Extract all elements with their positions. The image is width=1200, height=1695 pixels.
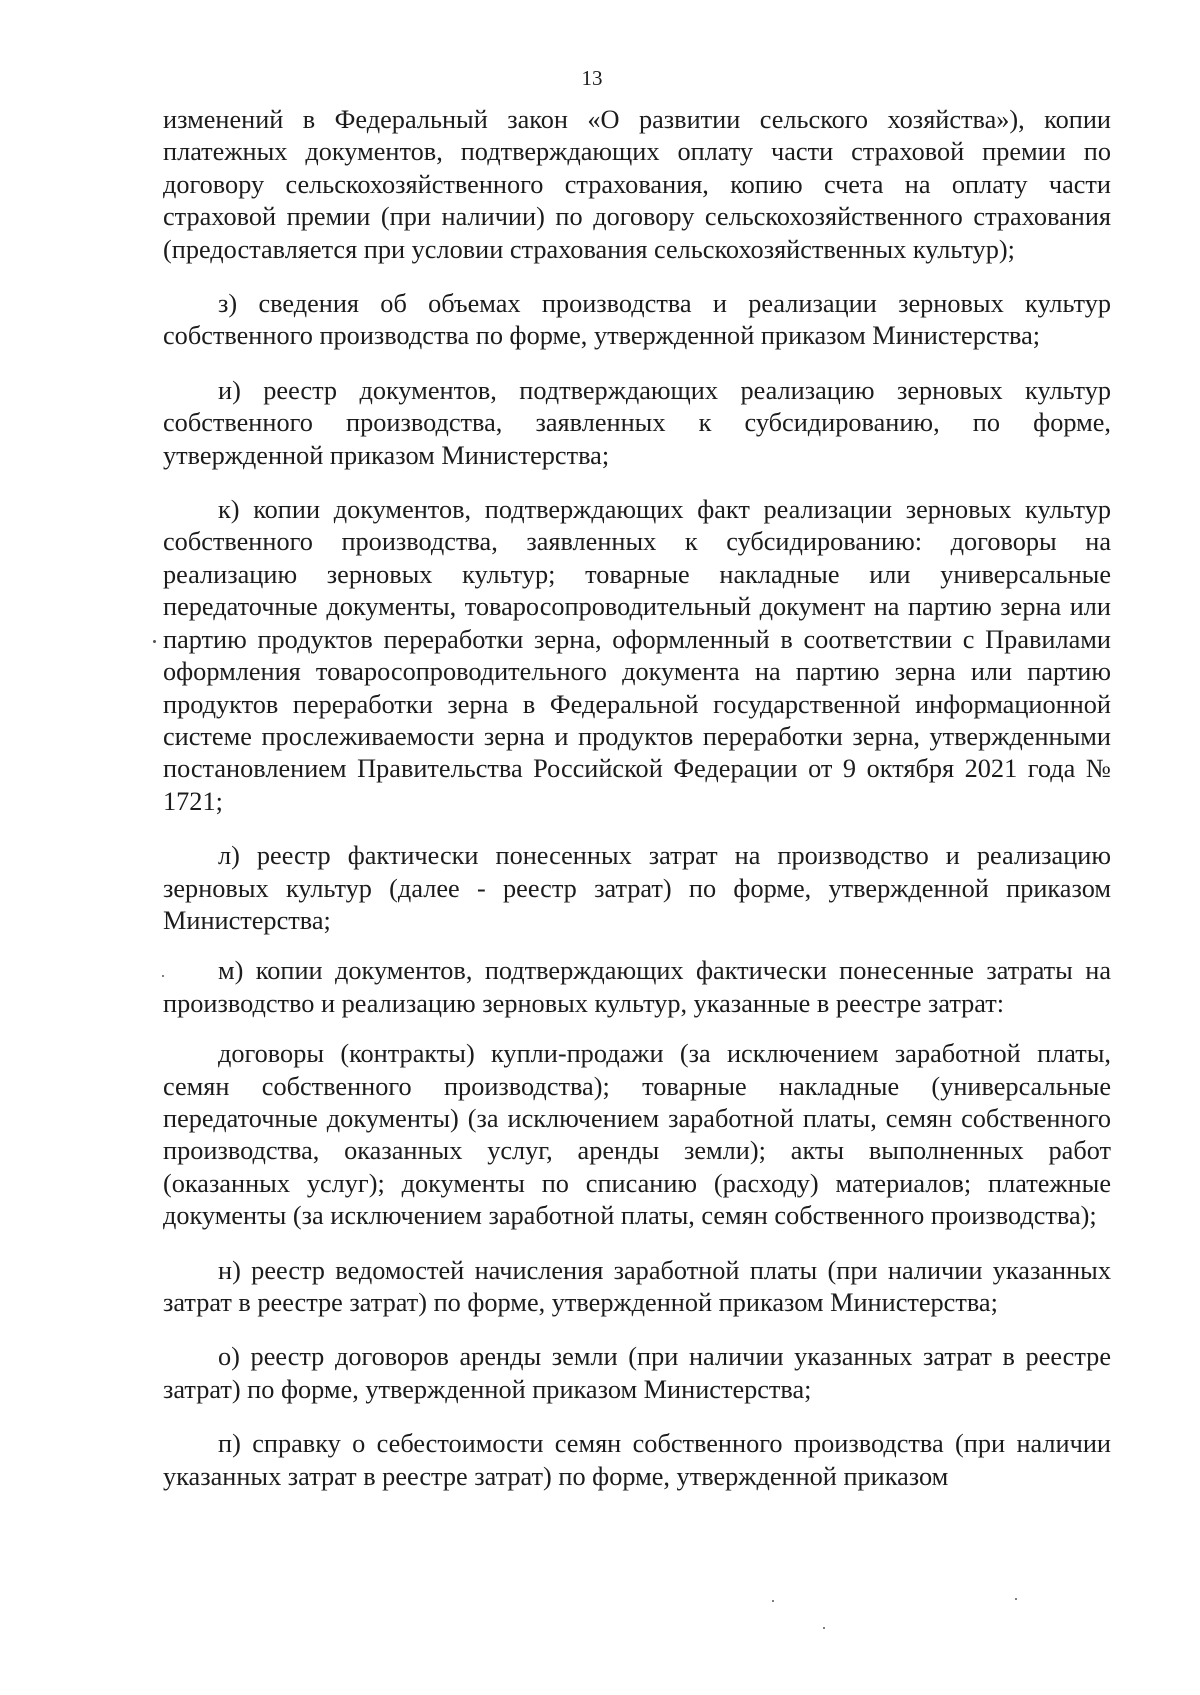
paragraph-l: л) реестр фактически понесенных затрат на производство и реализацию зерновых культур (далее - реестр затрат) по форме, утвержденной приказом Министерства; — [163, 841, 1111, 935]
paragraph-p: п) справку о себестоимости семян собственного производства (при наличии указанных затрат в реестре затрат) по форме, утвержденной приказом — [163, 1429, 1111, 1491]
paragraph-o: о) реестр договоров аренды земли (при наличии указанных затрат в реестре затрат) по форме, утвержденной приказом Министерства; — [163, 1342, 1111, 1404]
paragraph-n: н) реестр ведомостей начисления заработной платы (при наличии указанных затрат в реестре затрат) по форме, утвержденной приказом Министерства; — [163, 1255, 1111, 1317]
page-number: 13 — [581, 66, 603, 90]
paragraph-m: м) копии документов, подтверждающих фактически понесенные затраты на производство и реализацию зерновых культур, указанные в реестре затрат: — [163, 956, 1111, 1018]
scan-speck — [153, 640, 156, 643]
scan-speck — [823, 1627, 825, 1629]
paragraph-m-list: договоры (контракты) купли-продажи (за исключением заработной платы, семян собственного производства); товарные накладные (универсальные передаточные документы) (за исключением заработной платы, семян собственного производства, оказанных услуг, аренды земли); акты выполненных работ (оказанных услуг); документы по списанию (расходу) материалов; платежные документы (за исключением заработной платы, семян собственного производства); — [163, 1039, 1111, 1231]
scan-speck — [772, 1600, 774, 1602]
scan-speck — [162, 975, 164, 977]
document-body — [163, 104, 1111, 1515]
paragraph-z: з) сведения об объемах производства и реализации зерновых культур собственного производства по форме, утвержденной приказом Министерства; — [163, 289, 1111, 351]
paragraph-k: к) копии документов, подтверждающих факт реализации зерновых культур собственного производства, заявленных к субсидированию: договоры на реализацию зерновых культур; товарные накладные или универсальные передаточные документы, товаросопроводительный документ на партию зерна или партию продуктов переработки зерна, оформленный в соответствии с Правилами оформления товаросопроводительного документа на партию зерна или партию продуктов переработки зерна в Федеральной государственной информационной системе прослеживаемости зерна и продуктов переработки зерна, утвержденными постановлением Правительства Российской Федерации от 9 октября 2021 года № 1721; — [163, 495, 1111, 816]
paragraph-continuation: изменений в Федеральный закон «О развитии сельского хозяйства»), копии платежных документов, подтверждающих оплату части страховой премии по договору сельскохозяйственного страхования, копию счета на оплату части страховой премии (при наличии) по договору сельскохозяйственного страхования (предоставляется при условии страхования сельскохозяйственных культур); — [163, 105, 1111, 264]
scan-speck — [1015, 1598, 1017, 1600]
paragraph-i: и) реестр документов, подтверждающих реализацию зерновых культур собственного производства, заявленных к субсидированию, по форме, утвержденной приказом Министерства; — [163, 375, 1111, 470]
